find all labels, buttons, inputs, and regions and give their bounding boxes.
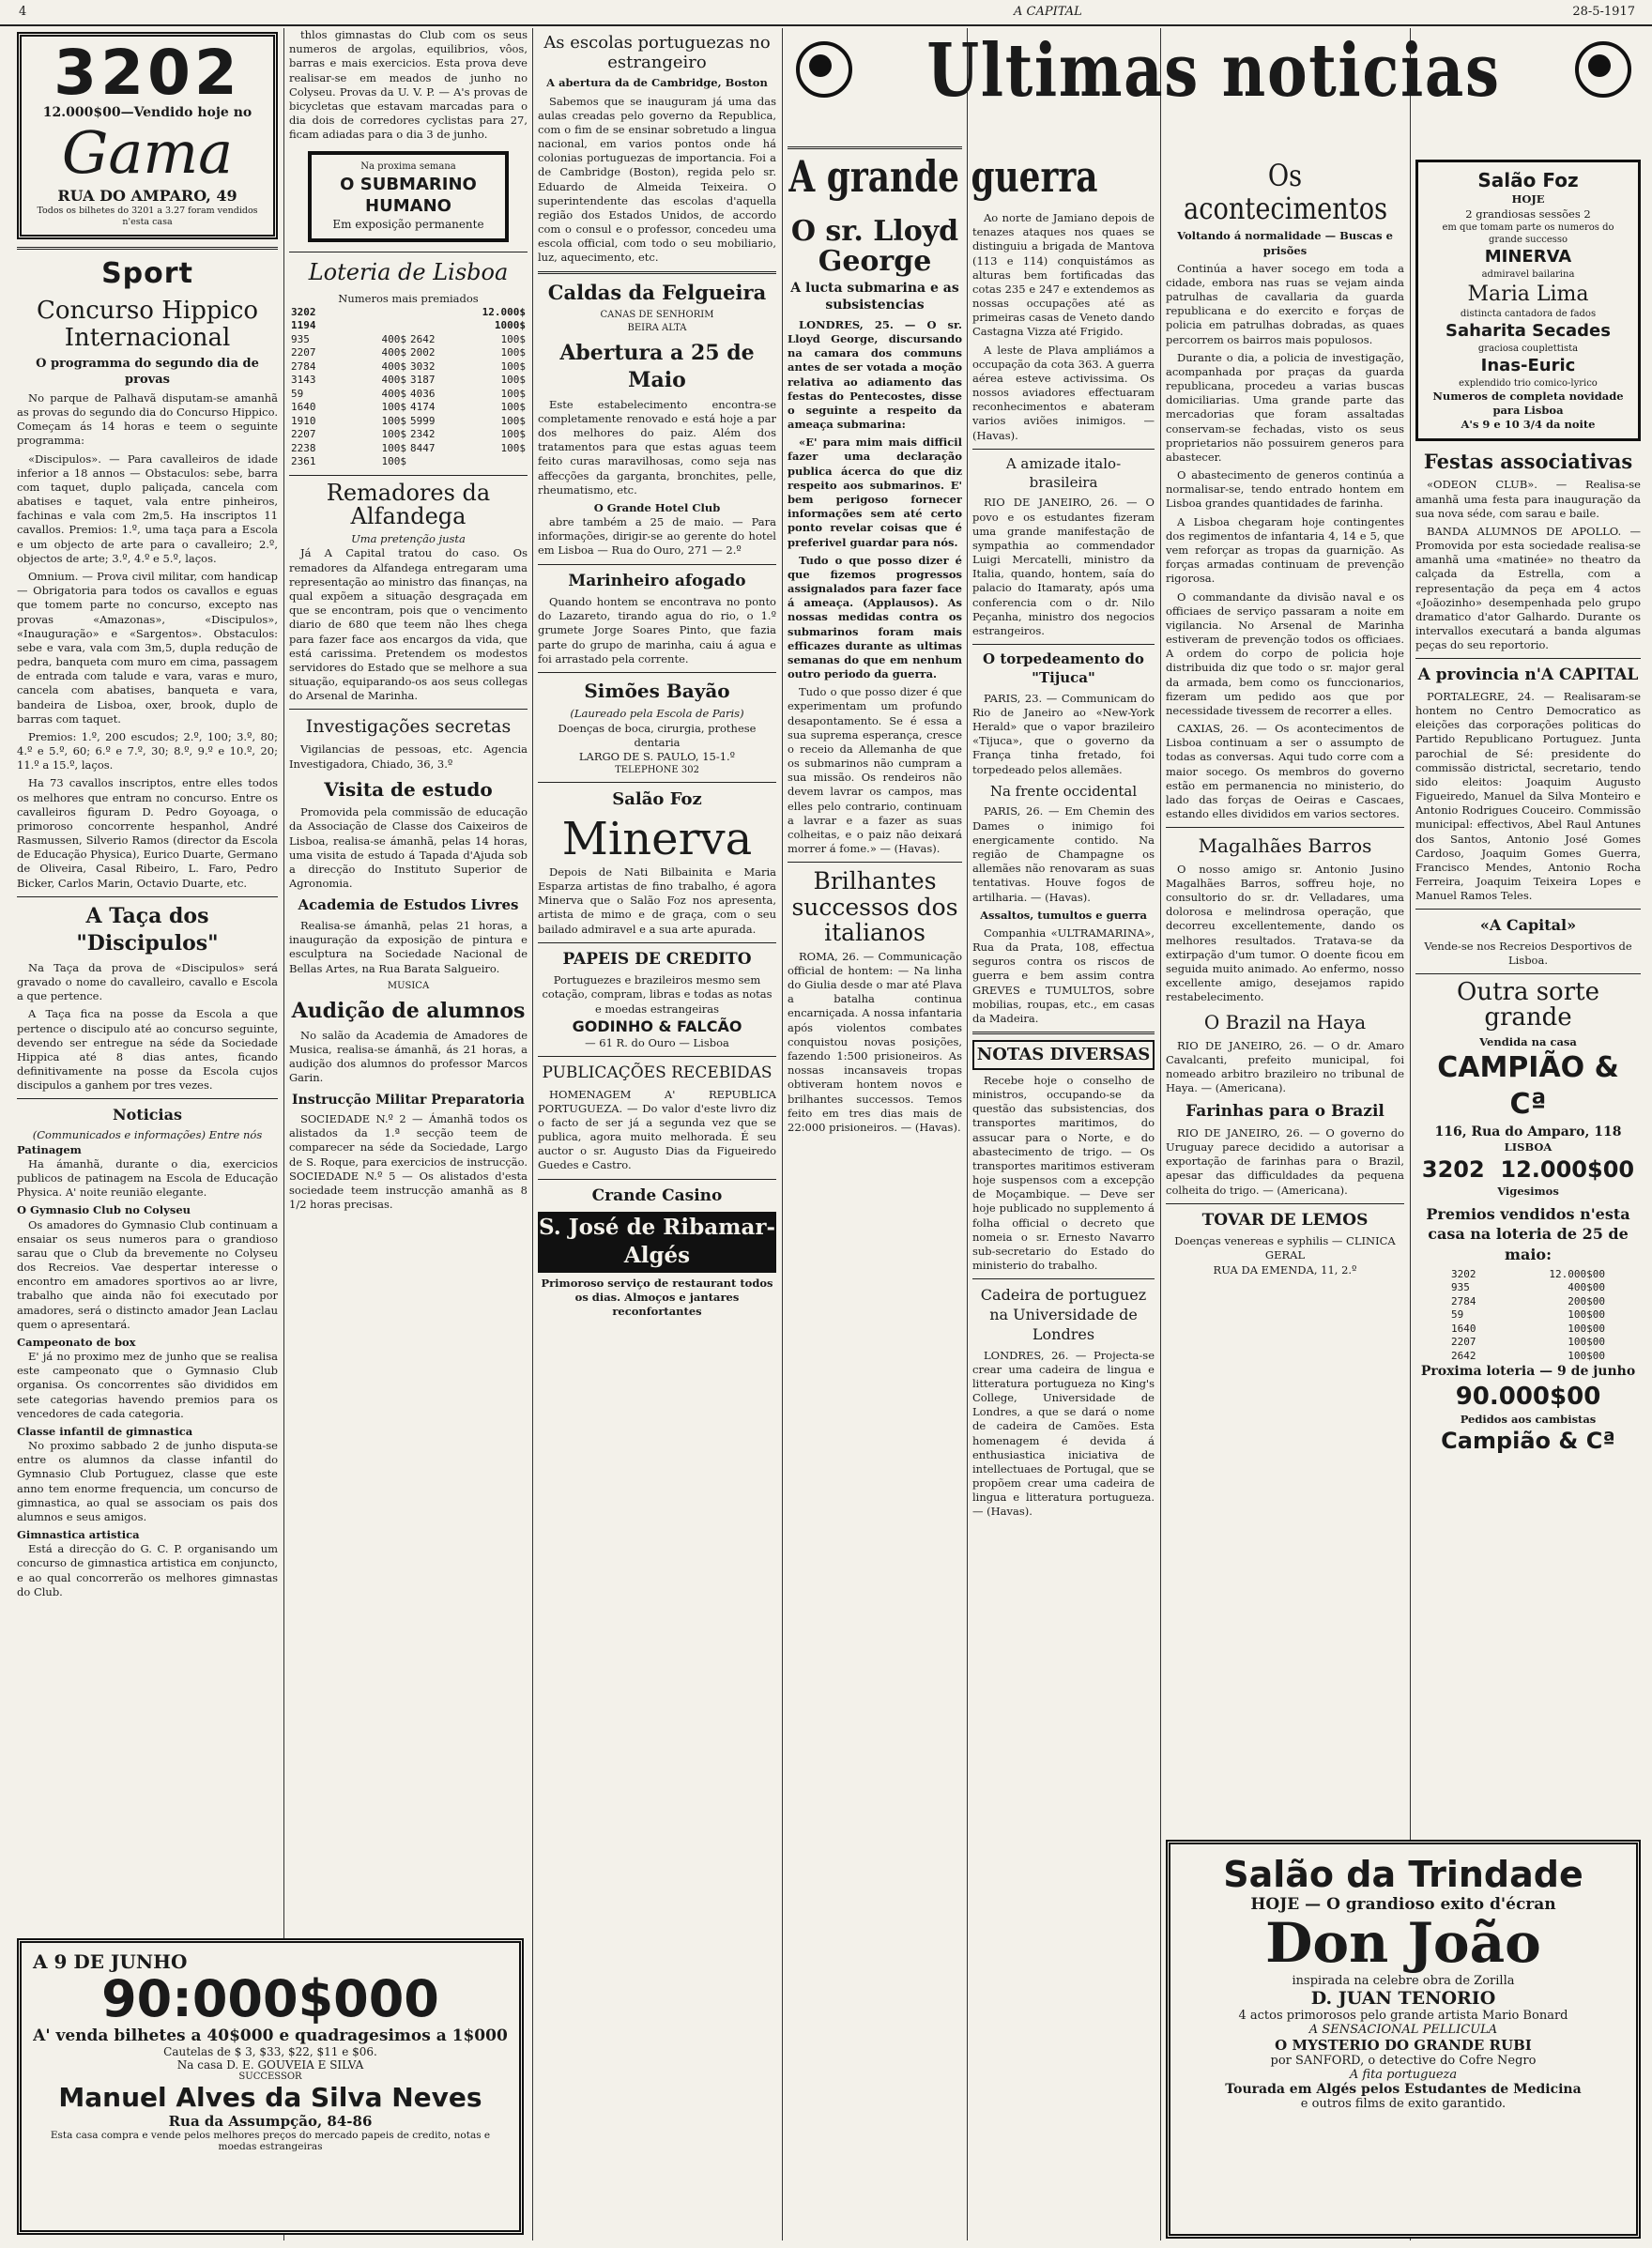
table-cell: 400$ xyxy=(381,387,406,400)
papeis-addr: — 61 R. do Ouro — Lisboa xyxy=(585,1035,729,1049)
col2-cont: thlos gimnastas do Club com os seus numeros de argolas, equilibrios, vôos, barras e mais exercicios. Esta prova deve realisar-se em meados de junho no Colyseu. Provas da U. V. P. — A's provas de bicycletas que estavam marcadas para o dia dois de corredores cyclistas para 27, ficam adiadas para o dia 3 de junho. xyxy=(289,28,528,142)
tijuca-text: PARIS, 23. — Communicam do Rio de Janeiro ao «New-York Herald» que o vapor brazileiro «Tijuca», que o governo da França tinha fretado, foi torpedeado pelos allemães. xyxy=(972,691,1155,776)
junho-house: Na casa D. E. GOUVEIA E SILVA xyxy=(176,2057,364,2072)
papeis-title: PAPEIS DE CREDITO xyxy=(562,949,752,969)
salao-inas-desc: explendido trio comico-lyrico xyxy=(1459,377,1598,389)
submarino-line: Na proxima semana xyxy=(360,161,456,173)
table-cell: 100$00 xyxy=(1568,1322,1605,1335)
table-cell: 200$00 xyxy=(1568,1294,1605,1308)
column-rule xyxy=(782,28,783,2240)
table-cell: 400$00 xyxy=(1568,1281,1605,1294)
column-2 xyxy=(289,28,528,1938)
frente-text: PARIS, 26. — Em Chemin des Dames o inimigo foi energicamente contido. Na região de Champagne os allemães não renovaram as suas tentativas. Houve fogos de artilharia. — (Havas). xyxy=(972,804,1155,904)
salao-foz-ad xyxy=(1415,160,1641,441)
table-cell: 2642 xyxy=(1451,1349,1476,1362)
table-cell: 100$00 xyxy=(1568,1336,1605,1349)
haya-title: O Brazil na Haya xyxy=(1203,1011,1367,1034)
festas-title: Festas associativas xyxy=(1423,449,1633,473)
col5-para: A leste de Plava ampliámos a occupação da cota 363. A guerra aérea esteve activissima. Os nossos aviadores effectuaram reconhecimentos e abateram varios aviões inimigos. — (Havas). xyxy=(972,343,1155,442)
proxima-prize: 90.000$00 xyxy=(1455,1382,1601,1411)
trindade-author: D. JUAN TENORIO xyxy=(1310,1987,1496,2009)
table-cell: 3187 xyxy=(410,374,436,387)
acont-para: A Lisboa chegaram hoje contingentes dos regimentos de infantaria 4, 14 e 5, que vem reforçar as tropas da guarnição. As forças armadas continuam de prevenção rigorosa. xyxy=(1166,514,1404,586)
trindade-title: Salão da Trindade xyxy=(1223,1854,1583,1895)
acont-para: Continúa a haver socego em toda a cidade, embora nas ruas se vejam ainda patrulhas de cavallaria da guarda republicana e do exercito e forças de policia em patrulhas dobradas, as quaes percorrem os bairros mais populosos. xyxy=(1166,261,1404,346)
remadores-title: Remadores da Alfandega xyxy=(326,479,491,530)
campiao-city: LISBOA xyxy=(1504,1140,1553,1155)
table-cell: 59 xyxy=(1451,1308,1464,1322)
table-cell: 935 xyxy=(291,332,310,345)
provincia-title: A provincia n'A CAPITAL xyxy=(1417,665,1639,685)
noticia-head: Gimnastica artistica xyxy=(17,1528,140,1542)
column-7 xyxy=(1415,28,1641,1844)
column-5 xyxy=(972,211,1155,2240)
farinhas-text: RIO DE JANEIRO, 26. — O governo do Uruguay parece decidido a autorisar a exportação de farinhas para o Brazil, apesar das difficuldades da pequena colheita do trigo. — (Americana). xyxy=(1166,1125,1404,1197)
salao-minerva: MINERVA xyxy=(1484,247,1572,268)
provincia-text: PORTALEGRE, 24. — Realisaram-se hontem no Centro Democratico as eleições das corporações politicas do Partido Republicano Portuguez. Junta parochial de Sé: presidente do commissão districtal, secretario, tendo sido eleitos: Joaquim Augusto Figueiredo, Manuel da Silva Monteiro e Antonio Rodrigues Couceiro. Commissão municipal: effectivos, Abel Raul Antunes dos Santos, Antonio José Gomes Cardoso, Joaquim Gomes Guerra, Francisco Mendes, Antonio Rocha Ferreira, Joaquim Teixeira Lopes e Manuel Ramos Teles. xyxy=(1415,689,1641,903)
escolas-text: Sabemos que se inauguram já uma das aulas creadas pelo governo da Republica, com o fim de se ensinar sobretudo a lingua nacional, em varios pontos onde há colonias portuguezas de importancia. Foi a de Cambridge (Boston), regida pelo sr. Eduardo de Almeida Teixeira. O superintendente das escolas d'aquella região dos Estados Unidos, de accordo com o consul e o professor, concedeu uma escola official, com todo o seu mobiliario, luz, aquecimento, etc. xyxy=(538,94,776,265)
premios-title: Premios vendidos n'esta casa na loteria de 25 de maio: xyxy=(1426,1205,1630,1263)
loteria-table xyxy=(289,333,528,469)
table-row xyxy=(1449,1350,1607,1364)
campiao-addr: 116, Rua do Amparo, 118 xyxy=(1434,1124,1622,1139)
casino-name: S. José de Ribamar-Algés xyxy=(538,1212,776,1273)
guerra-title: A grande guerra xyxy=(788,151,1098,202)
table-row xyxy=(289,401,528,415)
table-row: 3202 12.000$ xyxy=(291,305,526,318)
banner-title: Ultimas noticias xyxy=(926,28,1501,114)
noticias-sub: (Communicados e informações) Entre nós xyxy=(32,1128,263,1142)
frente-title: Na frente occidental xyxy=(989,782,1138,800)
trindade-mystery: O MYSTERIO DO GRANDE RUBI xyxy=(1275,2036,1532,2054)
trindade-by: por SANFORD, o detective do Cofre Negro xyxy=(1270,2053,1537,2068)
salao-maria: Maria Lima xyxy=(1467,283,1589,307)
table-cell: 100$00 xyxy=(1568,1349,1605,1362)
noticia-head: Classe infantil de gimnastica xyxy=(17,1424,193,1438)
table-cell: 4036 xyxy=(410,387,436,400)
hippico-para: No parque de Palhavã disputam-se amanhã as provas do segundo dia do Concurso Hippico. Começam ás 14 horas e teem o seguinte programma: xyxy=(17,390,278,448)
guerra-column xyxy=(788,211,962,2240)
acont-para: O commandante da divisão naval e os officiaes de serviço passaram a noite em vigilancia. No Arsenal de Marinha estiveram de prevenção todos os officiaes. A ordem do corpo de policia hoje distribuida diz que todo o sr. major geral da armada, bem como os funccionarios, fizeram um pedido aos que por necessidade tivessem de recorrer a elles. xyxy=(1166,589,1404,717)
public-text: HOMENAGEM A' REPUBLICA PORTUGUEZA. — Do valor d'este livro diz o facto de ser já a segunda vez que se publica, agora muito melhorada. É seu auctor o sr. Augusto Dias da Figueiredo Guedes e Castro. xyxy=(538,1087,776,1172)
felgueira-text: Este estabelecimento encontra-se completamente renovado e está hoje a par dos melhores do paiz. Além dos tratamentos para que estas aguas teem feito curas maravilhosas, como seja nas affecções da garganta, bronchites, pelle, rheumatismo, etc. xyxy=(538,397,776,497)
hippico-para: Omnium. — Prova civil militar, com handicap — Obrigatoria para todos os cavallos e eguas que tomem parte no concurso, excepto nas provas «Amazonas», «Discipulos», «Inauguração» e «Sargentos». Obstaculos: sebe e vara, vala com 3m,5, dupla redução de pedra, banqueta com muro em cima, passagem de entrada com talude e vara, varas e muro, cancela com abatises, banqueta e vara, bandeira de Lisboa, oxer, brook, duplo de barras com taquet. xyxy=(17,569,278,726)
noticia-text: Está a direcção do G. C. P. organisando um concurso de gimnastica artistica em conjuncto, e ao qual concorrerão os melhores gimnastas do Club. xyxy=(17,1542,278,1598)
column-rule xyxy=(283,28,284,2240)
table-cell: 2207 xyxy=(291,346,316,359)
noticia-text: Ha ámanhã, durante o dia, exercicios publicos de patinagem na Escola de Educação Physica. A' noite reunião elegante. xyxy=(17,1156,278,1200)
festas-para: BANDA ALUMNOS DE APOLLO. — Promovida por esta sociedade realisa-se amanhã uma «matinée» no theatro da calçada da Estrella, com a representação da peça em 4 actos «Joãozinho» desempenhada pelo grupo dramatico d'ator Galhardo. Durante os intervallos executará a banda algumas peças do seu reportorio. xyxy=(1415,524,1641,652)
guerra-para: Tudo o que posso dizer é que experimentam um profundo desapontamento. Se é essa a sua suprema esperança, cresce o receio da Allemanha de que os submarinos não cumpram a sua missão. Os rendeiros não devem lavrar os campos, mas elles pelo contrario, continuam a lavrar e a fazer as suas colheitas, e o paiz não deixará morrer á fome.» — (Havas). xyxy=(788,685,962,856)
felgueira-title: Caldas da Felgueira xyxy=(547,280,767,304)
junho-address: Rua da Assumpção, 84-86 xyxy=(168,2112,373,2130)
casino-text: Primoroso serviço de restaurant todos os dias. Almoços e jantares reconfortantes xyxy=(541,1276,773,1319)
loteria-sub: Numeros mais premiados xyxy=(338,291,479,305)
notas-title: NOTAS DIVERSAS xyxy=(972,1040,1155,1070)
visita-text: Promovida pela commissão de educação da Associação de Classe dos Caixeiros de Lisboa, realisa-se ámanhã, pelas 14 horas, uma visita de estudo á Tapada d'Ajuda sob a direcção do Instituto Superior de Agronomia. xyxy=(289,805,528,891)
assaltos-text: Companhia «ULTRAMARINA», Rua da Prata, 108, effectua seguros contra os riscos de guerra e bem assim contra GREVES e TUMULTOS, sobre mobilias, roupas, etc., em casas da Madeira. xyxy=(972,925,1155,1025)
table-row xyxy=(1449,1308,1607,1323)
festas-para: «ODEON CLUB». — Realisa-se amanhã uma festa para inauguração da sua nova séde, com sarau e baile. xyxy=(1415,478,1641,520)
simoes-sub: (Laureado pela Escola de Paris) xyxy=(570,707,744,721)
salao-line: 2 grandiosas sessões 2 xyxy=(1465,206,1591,221)
table-row xyxy=(1449,1295,1607,1309)
escolas-title: As escolas portuguezas no estrangeiro xyxy=(543,33,771,72)
investig-text: Vigilancias de pessoas, etc. Agencia Investigadora, Chiado, 36, 3.º xyxy=(289,742,528,771)
academia-text: Realisa-se ámanhã, pelas 21 horas, a inauguração da exposição de pintura e esculptura na Sociedade Nacional de Bellas Artes, na Rua Barata Salgueiro. xyxy=(289,919,528,975)
col5-para: Ao norte de Jamiano depois de tenazes ataques nos quaes se distinguiu a brigada de Mantova (113 e 114) conquistámos as alturas bem fortificadas das cotas 235 e 247 e extendemos as nossas occupações até as primeiras casas de Veneto dando Castagna Vizza até Frigido. xyxy=(972,211,1155,339)
hippico-para: «Discipulos». — Para cavalleiros de idade inferior a 18 annos — Obstaculos: sebe, barra com taquet, duplo paliçada, cancela com abatises e taquet, vala entre pinheiros, fachinas e vala com 2m,5. Ha inscriptos 11 cavallos. Premios: 1.º, uma taça para a Escola e um objecto de arte para o cavalleiro; 2.º, objectos de arte; 3.º, 4.º e 5.º, laços. xyxy=(17,451,278,565)
magalhaes-text: O nosso amigo sr. Antonio Jusino Magalhães Barros, soffreu hoje, no consultorio do sr. dr. Velladares, uma dolorosa e melindrosa operação, que decorreu excellentemente, dando os melhores resultados. Tratava-se da extirpação d'um tumor. O doente ficou em seguida muito animado. Ao enfermo, nosso excellente amigo, desejamos rapido restabelecimento. xyxy=(1166,862,1404,1004)
table-row xyxy=(289,346,528,360)
brasil-text: RIO DE JANEIRO, 26. — O povo e os estudantes fizeram uma grande manifestação de sympathia ao commendador Luigi Mercatelli, ministro da Italia, quando, hontem, saía do palacio do Itamaraty, após uma conferencia com o dr. Nilo Peçanha, ministro dos negocios estrangeiros. xyxy=(972,496,1155,637)
simoes-addr: LARGO DE S. PAULO, 15-1.º xyxy=(578,749,736,763)
musica-label: MUSICA xyxy=(387,980,430,991)
guerra-lead: A lucta submarina e as subsistencias xyxy=(790,281,959,313)
table-cell: 100$ xyxy=(381,401,406,414)
table-cell: 12.000$00 xyxy=(1549,1267,1605,1280)
acont-para: O abastecimento de generos continúa a normalisar-se, tendo entrado hontem em Lisboa grandes quantidades de farinha. xyxy=(1166,468,1404,511)
trindade-film: Don João xyxy=(1265,1911,1541,1975)
marinheiro-title: Marinheiro afogado xyxy=(568,571,746,590)
submarino-title: O SUBMARINO HUMANO xyxy=(340,174,477,217)
vigesimos: Vigesimos xyxy=(1497,1185,1559,1199)
salao-inas: Inas-Euric xyxy=(1480,356,1576,376)
ornament-icon xyxy=(796,41,852,98)
table-cell xyxy=(408,455,468,469)
table-cell: 2642 xyxy=(410,332,436,345)
table-row xyxy=(1449,1281,1607,1295)
investig-title: Investigações secretas xyxy=(305,716,512,738)
guerra-para: Tudo o que posso dizer é que fizemos progressos assignalados para fazer face á ameaça. (Applausos). As nossas medidas contra os submarinos foram mais efficazes durante as ultimas semanas do que em nenhum outro periodo da guerra. xyxy=(788,553,962,681)
instrucao-text: SOCIEDADE N.º 2 — Ámanhã todos os alistados da 1.ª secção teem de comparecer na séde da Sociedade, Largo de S. Roque, para exercicios de instrucção. SOCIEDADE N.º 5 — Os alistados d'esta sociedade teem instrucção amanhã as 8 1/2 horas precisas. xyxy=(289,1112,528,1212)
table-cell: 5999 xyxy=(410,414,436,427)
trindade-sens: A SENSACIONAL PELLICULA xyxy=(1308,2022,1498,2037)
marinheiro-text: Quando hontem se encontrava no ponto do Lazareto, tirando agua do rio, o 1.º grumete Jorge Soares Pinto, que fazia parte do grupo de marinha, caiu á agua e foi arrastado pela corrente. xyxy=(538,595,776,665)
column-6 xyxy=(1166,28,1404,1844)
casino-title: Crande Casino xyxy=(591,1185,723,1205)
sorte-title: Outra sorte grande xyxy=(1457,977,1599,1032)
table-cell: 100$ xyxy=(500,387,526,400)
table-cell: 100$ xyxy=(381,428,406,441)
table-cell: 400$ xyxy=(381,346,406,359)
table-cell: 3202 xyxy=(1451,1267,1476,1280)
remadores-text: Já A Capital tratou do caso. Os remadores da Alfandega entregaram uma representação ao ministro das finanças, na qual expõem a situação desgraçada em que se encontram, pois que o vencimento diario de 680 que teem não lhes chega para fazer face aos encargos da vida, que está carissima. Pretendem os modestos servidores do Estado que se melhore a sua situação, equiparando-os aos seus collegas do Arsenal de Marinha. xyxy=(289,546,528,703)
table-row xyxy=(289,333,528,347)
table-cell: 2238 xyxy=(291,441,316,454)
pedidos-text: Pedidos aos cambistas xyxy=(1460,1413,1597,1427)
simoes-title: Simões Bayão xyxy=(584,679,730,702)
sorte-prize: 12.000$00 xyxy=(1500,1155,1635,1183)
cadeira-title: Cadeira de portuguez na Universidade de Londres xyxy=(980,1286,1147,1344)
taca-para: Na Taça da prova de «Discipulos» será gravado o nome do cavalleiro, cavallo e Escola a que pertence. xyxy=(17,960,278,1003)
salao-sub: em que tomam parte os numeros do grande successo xyxy=(1442,222,1614,245)
salao-horas: A's 9 e 10 3/4 da noite xyxy=(1461,418,1596,432)
table-row: 1194 1000$ xyxy=(291,319,526,332)
table-cell: 1640 xyxy=(1451,1322,1476,1335)
submarino-ad xyxy=(308,151,509,242)
junho-successor-label: SUCCESSOR xyxy=(238,2071,302,2082)
table-cell: 100$ xyxy=(500,359,526,373)
page-header xyxy=(0,0,1652,26)
table-cell: 100$ xyxy=(500,401,526,414)
simoes-text: Doenças de boca, cirurgia, prothese dentaria xyxy=(558,721,757,749)
table-row xyxy=(289,374,528,388)
noticia-text: Os amadores do Gymnasio Club continuam a ensaiar os seus numeros para o grandioso sarau que o Club da brevemente no Colyseu dos Recreios. Vae despertar interesse o encontro em amadores sportivos ao ar livre, trabalho que ainda não foi executado por amadores, será o distincto amador Jean Laclau quem o apresentará. xyxy=(17,1217,278,1331)
table-cell: 400$ xyxy=(381,359,406,373)
table-row xyxy=(1449,1336,1607,1350)
lottery-ad-gama xyxy=(17,32,278,239)
guerra-para: LONDRES, 25. — O sr. Lloyd George, discursando na camara dos communs antes de ser votada a moção relativa ao adiamento das festas do Pentecostes, disse o seguinte a respeito da ameaça submarina: xyxy=(788,317,962,432)
sorte-num: 3202 xyxy=(1421,1155,1485,1183)
proxima-text: Proxima loteria — 9 de junho xyxy=(1420,1364,1636,1380)
brasil-title: A amizade italo-brasileira xyxy=(1005,454,1122,491)
table-cell: 1640 xyxy=(291,401,316,414)
brilhantes-text: ROMA, 26. — Communicação official de hontem: — Na linha do Giulia desde o mar até Plava a batalha continua encarniçada. A nossa infantaria após violentos combates conquistou novas posições, fazendo 1:500 prisioneiros. As nossas incansaveis tropas obtiveram hontem novos e brilhantes successos. Temos feito em tres dias mais de 22:000 prisioneiros. — (Havas). xyxy=(788,949,962,1134)
table-row xyxy=(289,388,528,402)
submarino-line: Em exposição permanente xyxy=(332,218,484,232)
cadeira-text: LONDRES, 26. — Projecta-se crear uma cadeira de lingua e litteratura portugueza no King's College, Universidade de Londres, a que se dará o nome de cadeira de Camões. Esta homenagem é devida á enthusiastica iniciativa de intellectuaes de Portugal, que se propõem crear uma cadeira de lingua e litteratura portugueza. — (Havas). xyxy=(972,1348,1155,1519)
table-cell: 100$ xyxy=(500,374,526,387)
junho-note: Esta casa compra e vende pelos melhores preços do mercado papeis de credito, notas e moedas estrangeiras xyxy=(50,2129,491,2152)
hippico-para: Premios: 1.º, 200 escudos; 2.º, 100; 3.º, 80; 4.º e 5.º, 60; 6.º e 7.º, 30; 8.º, 9.º e 10.º, 20; 11.º a 15.º, laços. xyxy=(17,729,278,772)
table-cell: 100$00 xyxy=(1568,1308,1605,1322)
salao-minerva-desc: admiravel bailarina xyxy=(1481,268,1575,280)
table-cell: 2207 xyxy=(1451,1336,1476,1349)
newspaper-name: A CAPITAL xyxy=(1014,5,1082,19)
tijuca-title: O torpedeamento do "Tijuca" xyxy=(983,650,1144,686)
notas-text: Recebe hoje o conselho de ministros, occupando-se da questão das subsistencias, dos transportes maritimos, do assucar para o Norte, e do abastecimento de trigo. — Os transportes maritimos estiveram hoje suspensos com a excepção de Moçambique. — Deve ser hoje publicado no supplemento á folha official o decreto que nomeia o sr. Ernesto Navarro sub-secretario do Estado do ministerio do trabalho. xyxy=(972,1073,1155,1273)
acontecimentos-sub: Voltando á normalidade — Buscas e prisões xyxy=(1177,229,1393,257)
noticia-text: No proximo sabbado 2 de junho disputa-se entre os alumnos da classe infantil do Gymnasio Club Portuguez, classe que este anno tem enorme frequencia, um concurso de gimnastica, ao qual se associam os pais dos alumnos e seus amigos. xyxy=(17,1439,278,1523)
remadores-sub: Uma pretenção justa xyxy=(351,532,466,546)
audicao-title: Audição de alumnos xyxy=(291,998,526,1023)
table-cell: 935 xyxy=(1451,1281,1470,1294)
table-cell: 400$ xyxy=(381,332,406,345)
table-cell: 59 xyxy=(291,387,304,400)
hotel-label: O Grande Hotel Club xyxy=(593,500,721,514)
table-cell: 2207 xyxy=(291,428,316,441)
salao-numeros: Numeros de completa novidade para Lisboa xyxy=(1432,390,1624,418)
papeis-house: GODINHO & FALCÃO xyxy=(572,1017,742,1035)
junho-tickets: A' venda bilhetes a 40$000 e quadragesimos a 1$000 xyxy=(33,2026,508,2045)
noticia-head: Patinagem xyxy=(17,1142,82,1156)
taca-para: A Taça fica na posse da Escola a que pertence o discipulo até ao concurso seguinte, devendo ser entregue na séde da Sociedade Hippica até 8 dias antes, ficando definitivamente na posse da Escola cujos discipulos a ganhem por tres vezes. xyxy=(17,1007,278,1093)
minerva-text: Depois de Nati Bilbainita e Maria Esparza artistas de fino trabalho, é agora Minerva que o Salão Foz nos apresenta, artista de mimo e de graça, com o seu bailado admiravel e a sua arte apurada. xyxy=(538,864,776,936)
table-row xyxy=(289,455,528,469)
acont-para: Durante o dia, a policia de investigação, acompanhada por praças da guarda republicana, procedeu a varias buscas domiciliarias. Uma grande parte das mercadorias que foram assaltadas conservam-se fechadas, visto os seus proprietarios não possuirem generos para abastecer. xyxy=(1166,350,1404,464)
table-cell: 100$ xyxy=(500,332,526,345)
table-cell: 4174 xyxy=(410,401,436,414)
junho-successor: Manuel Alves da Silva Neves xyxy=(58,2081,482,2113)
minerva-title: Minerva xyxy=(561,812,753,865)
table-cell: 2784 xyxy=(291,359,316,373)
table-cell: 1910 xyxy=(291,414,316,427)
junho-prize: 90:000$000 xyxy=(101,1969,439,2028)
ad-note: Todos os bilhetes do 3201 a 3.27 foram vendidos n'esta casa xyxy=(37,205,258,228)
trindade-tourada: Tourada em Algés pelos Estudantes de Medicina xyxy=(1225,2081,1582,2097)
column-rule xyxy=(1160,28,1161,2240)
magalhaes-title: Magalhães Barros xyxy=(1198,834,1372,858)
tovar-title: TOVAR DE LEMOS xyxy=(1201,1210,1369,1230)
table-cell: 400$ xyxy=(381,374,406,387)
instrucao-title: Instrucção Militar Preparatoria xyxy=(292,1092,525,1108)
felgueira-sub: CANAS DE SENHORIM xyxy=(600,310,714,321)
hotel-text: abre também a 25 de maio. — Para informações, dirigir-se ao gerente do hotel em Lisboa — Rua do Ouro, 271 — 2.º xyxy=(538,515,776,558)
sport-section-title: Sport xyxy=(101,256,193,290)
guerra-subtitle: O sr. Lloyd George xyxy=(790,215,959,278)
table-row xyxy=(1449,1323,1607,1337)
page-date: 28-5-1917 xyxy=(1572,5,1635,19)
table-row xyxy=(289,360,528,375)
trindade-inspired: inspirada na celebre obra de Zorilla xyxy=(1292,1973,1515,1988)
assaltos-title: Assaltos, tumultos e guerra xyxy=(980,908,1147,922)
table-cell: 100$ xyxy=(500,441,526,454)
table-cell: 100$ xyxy=(381,455,406,468)
table-row xyxy=(1449,1268,1607,1282)
page-number: 4 xyxy=(19,5,27,19)
column-rule xyxy=(967,28,968,2240)
junho-numbers: Cautelas de $ 3, $33, $22, $11 e $06. xyxy=(163,2044,377,2058)
felgueira-open: Abertura a 25 de Maio xyxy=(559,340,755,392)
premios-table xyxy=(1449,1268,1607,1364)
taca-title: A Taça dos "Discipulos" xyxy=(76,903,219,956)
table-cell: 100$ xyxy=(500,346,526,359)
acapital-title: «A Capital» xyxy=(1479,916,1577,935)
hippico-para: Ha 73 cavallos inscriptos, entre elles todos os melhores que entram no concurso. Entre os cavalleiros figuram D. Pedro Goyoaga, o primoroso concorrente hespanhol, André Rasmussen, Silverio Ramos (director da Escola de Educação Physica), Eurico Duarte, Germano de Oliveira, Casal Ribeiro, L. Faro, Pedro Bicker, Carlos Marin, Octavio Duarte, etc. xyxy=(17,776,278,890)
junho-date: A 9 DE JUNHO xyxy=(33,1950,188,1973)
table-cell: 100$ xyxy=(381,441,406,454)
table-cell: 100$ xyxy=(500,414,526,427)
tovar-text: Doenças venereas e syphilis — CLINICA GERAL xyxy=(1174,1234,1396,1262)
salao-hoje: HOJE xyxy=(1511,192,1545,206)
table-cell: 2342 xyxy=(410,428,436,441)
table-cell: 2784 xyxy=(1451,1294,1476,1308)
table-cell: 100$ xyxy=(381,414,406,427)
loteria-top xyxy=(289,306,528,333)
table-cell: 2002 xyxy=(410,346,436,359)
table-cell: 2361 xyxy=(291,455,316,468)
papeis-text: Portuguezes e brazileiros mesmo sem cotação, compram, libras e todas as notas e moedas estrangeiras xyxy=(542,973,772,1016)
trindade-ad xyxy=(1166,1840,1641,2239)
trindade-acts: 4 actos primorosos pelo grande artista Mario Bonard xyxy=(1238,2008,1568,2023)
table-cell: 3143 xyxy=(291,374,316,387)
table-cell: 100$ xyxy=(500,428,526,441)
table-cell: 8447 xyxy=(410,441,436,454)
brilhantes-title: Brilhantes successos dos italianos xyxy=(791,867,958,947)
noticias-title: Noticias xyxy=(113,1106,182,1124)
trindade-hoje: HOJE — O grandioso exito d'écran xyxy=(1250,1895,1556,1914)
table-cell: 3032 xyxy=(410,359,436,373)
table-row xyxy=(289,415,528,429)
noticia-head: O Gymnasio Club no Colyseu xyxy=(17,1203,191,1217)
salao-label: Salão Foz xyxy=(612,789,702,810)
escolas-sub: A abertura da de Cambridge, Boston xyxy=(546,76,768,90)
table-row xyxy=(289,442,528,456)
hippico-title: Concurso Hippico Internacional xyxy=(36,297,259,353)
guerra-para: «E' para mim mais difficil fazer uma declaração publica ácerca do que diz respeito aos submarinos. E' bem perigoso fornecer informações sem até certo ponto revelar coisas que é preferivel guardar para nós. xyxy=(788,436,962,549)
ad-address: RUA DO AMPARO, 49 xyxy=(57,186,237,205)
acontecimentos-title: Os acontecimentos xyxy=(1184,158,1388,227)
salao-saharita: Saharita Secades xyxy=(1446,321,1611,342)
academia-title: Academia de Estudos Livres xyxy=(298,896,519,914)
farinhas-title: Farinhas para o Brazil xyxy=(1185,1102,1384,1122)
trindade-outros: e outros films de exito garantido. xyxy=(1300,2096,1507,2111)
salao-title: Salão Foz xyxy=(1477,169,1579,191)
campiao-name-2: Campião & Cª xyxy=(1441,1428,1615,1455)
lottery-ad-junho xyxy=(17,1938,524,2235)
visita-title: Visita de estudo xyxy=(324,777,493,801)
table-row xyxy=(289,428,528,442)
column-rule xyxy=(532,28,533,2240)
noticia-text: E' já no proximo mez de junho que se realisa este campeonato que o Gymnasio Club organisa. Os concorrentes são divididos em sete categorias havendo premios para os vencedores de cada categoria. xyxy=(17,1350,278,1420)
public-title: PUBLICAÇÕES RECEBIDAS xyxy=(542,1063,772,1083)
campiao-name: CAMPIÃO & Cª xyxy=(1437,1050,1619,1122)
haya-text: RIO DE JANEIRO, 26. — O dr. Amaro Cavalcanti, prefeito municipal, foi nomeado arbitro brazileiro no tribunal de Haya. — (Americana). xyxy=(1166,1038,1404,1095)
noticia-head: Campeonato de box xyxy=(17,1335,136,1349)
sorte-sub: Vendida na casa xyxy=(1479,1034,1577,1048)
audicao-text: No salão da Academia de Amadores de Musica, realisa-se ámanhã, ás 21 horas, a audição dos alumnos do professor Marcos Garin. xyxy=(289,1028,528,1085)
tovar-addr: RUA DA EMENDA, 11, 2.º xyxy=(1213,1262,1357,1277)
felgueira-region: BEIRA ALTA xyxy=(627,322,687,333)
ad-number: 3202 xyxy=(54,37,241,109)
acont-para: CAXIAS, 26. — Os acontecimentos de Lisboa continuam a ser o assumpto de todas as conversas. Aqui tudo corre com a maior socego. Os membros do governo estão em permanencia no ministerio, do lado das forças de Oeiras e Cascaes, estando elles divididos em varios sectores. xyxy=(1166,722,1404,821)
ad-line: 12.000$00—Vendido hoje no xyxy=(42,105,252,120)
hippico-lead: O programma do segundo dia de provas xyxy=(36,356,259,387)
column-3 xyxy=(538,28,776,2240)
acapital-text: Vende-se nos Recreios Desportivos de Lisboa. xyxy=(1424,939,1632,967)
loteria-title: Loteria de Lisboa xyxy=(308,258,509,285)
table-cell xyxy=(468,455,528,469)
salao-maria-desc: distincta cantadora de fados xyxy=(1460,309,1597,320)
column-1 xyxy=(17,28,278,2240)
simoes-phone: TELEPHONE 302 xyxy=(615,765,699,776)
salao-saharita-desc: graciosa couplettista xyxy=(1477,344,1579,355)
ad-seller: Gama xyxy=(61,118,234,188)
trindade-fita: A fita portugueza xyxy=(1349,2067,1458,2082)
